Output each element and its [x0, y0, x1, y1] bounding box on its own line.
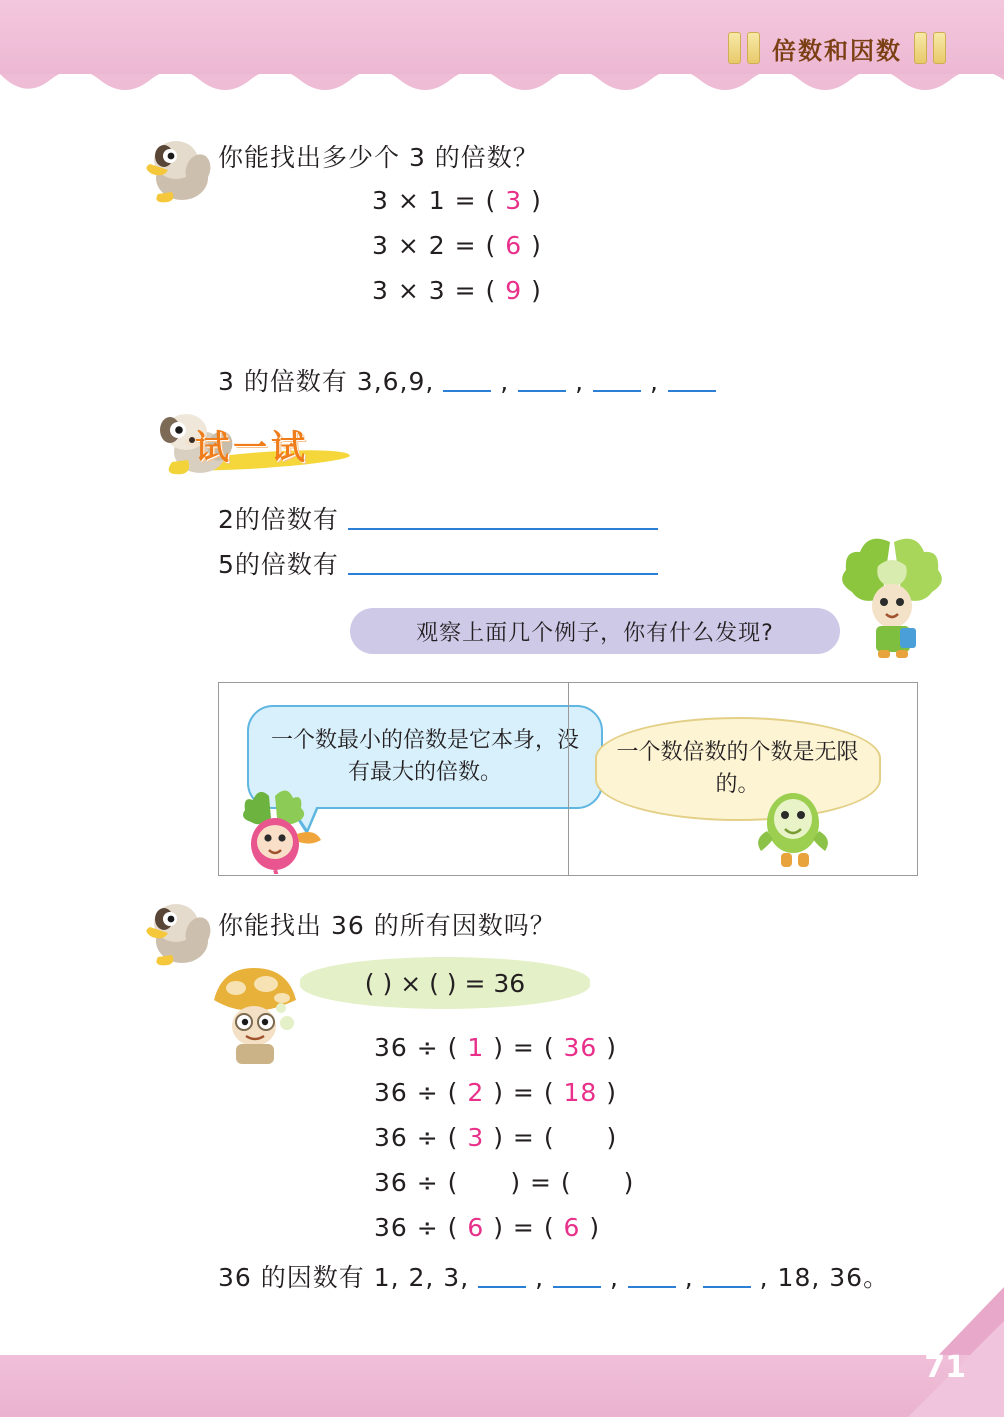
page-number: 71 — [924, 1350, 966, 1385]
cloud-expression-text: ( ) × ( ) = 36 — [364, 968, 526, 998]
equation-quotient: 18 — [563, 1078, 598, 1107]
answer-blank[interactable] — [703, 1266, 751, 1288]
separator: , — [535, 1263, 545, 1292]
equation-mid: ) = ( — [493, 1033, 555, 1062]
conclusion-panel-right — [568, 683, 918, 875]
factor-cloud-expression — [300, 957, 590, 1009]
paren-open: ( — [485, 276, 497, 305]
equation-answer: 3 — [505, 186, 523, 215]
observation-prompt: 观察上面几个例子，你有什么发现? — [350, 608, 840, 654]
answer-blank[interactable] — [478, 1266, 526, 1288]
separator: , — [575, 367, 585, 396]
bottom-decorative-band — [0, 1355, 1004, 1417]
equation-left: 36 ÷ ( — [374, 1168, 459, 1197]
equation-row — [372, 186, 542, 215]
equation-row — [372, 231, 542, 260]
paren-open: ( — [485, 231, 497, 260]
paren-open: ( — [485, 186, 497, 215]
answer-blank[interactable] — [628, 1266, 676, 1288]
equation-mid: ) = ( — [493, 1078, 555, 1107]
factors-question: 你能找出 36 的所有因数吗？ — [218, 911, 556, 940]
factors-summary — [218, 1258, 889, 1294]
equation-left: 36 ÷ ( — [374, 1123, 459, 1152]
try-item-label: 5的倍数有 — [218, 550, 339, 579]
paren-close: ) — [623, 1168, 635, 1197]
equation-divisor: 6 — [467, 1213, 485, 1242]
conclusion-bubble-cream: 一个数倍数的个数是无限的。 — [595, 717, 881, 821]
multiples-summary — [218, 362, 716, 398]
cabbage-character-icon — [838, 536, 948, 661]
equation-left: 36 ÷ ( — [374, 1213, 459, 1242]
conclusion-panel-left — [219, 683, 579, 875]
abacus-bead-icon — [747, 32, 760, 64]
equation-left: 36 ÷ ( — [374, 1078, 459, 1107]
try-heading: 试一试 — [195, 428, 309, 468]
equation-divisor: 1 — [467, 1033, 485, 1062]
equation-left: 3 × 2 = — [372, 231, 477, 260]
equation-answer: 9 — [505, 276, 523, 305]
paren-close: ) — [531, 231, 542, 260]
paren-close: ) — [531, 186, 542, 215]
multiples-summary-prefix: 3 的倍数有 3,6,9, — [218, 367, 435, 396]
equation-mid: ) = ( — [510, 1168, 572, 1197]
answer-blank[interactable] — [518, 370, 566, 392]
separator: , — [609, 1263, 619, 1292]
equation-row — [372, 276, 542, 305]
multiples-question: 你能找出多少个 3 的倍数？ — [218, 143, 539, 172]
pea-character-icon — [749, 779, 841, 873]
equation-mid: ) = ( — [493, 1213, 555, 1242]
answer-blank[interactable] — [443, 370, 491, 392]
paren-close: ) — [606, 1033, 618, 1062]
chapter-title: 倍数和因数 — [772, 35, 902, 65]
answer-blank[interactable] — [348, 508, 658, 530]
equation-answer: 6 — [505, 231, 523, 260]
equation-left: 36 ÷ ( — [374, 1033, 459, 1062]
try-item — [218, 545, 658, 581]
try-item — [218, 500, 658, 536]
equation-left: 3 × 1 = — [372, 186, 477, 215]
thought-dots — [276, 1000, 294, 1033]
factor-equation-row — [374, 1078, 617, 1107]
answer-blank[interactable] — [593, 370, 641, 392]
separator: , — [649, 367, 659, 396]
abacus-bead-icon — [914, 32, 927, 64]
equation-mid: ) = ( — [493, 1123, 555, 1152]
thought-dot — [276, 1003, 286, 1013]
paren-close: ) — [589, 1213, 601, 1242]
paren-close: ) — [606, 1078, 618, 1107]
answer-blank[interactable] — [553, 1266, 601, 1288]
answer-blank[interactable] — [668, 370, 716, 392]
equation-quotient: 6 — [563, 1213, 581, 1242]
chapter-title-group — [728, 28, 946, 68]
conclusion-bubble-blue: 一个数最小的倍数是它本身，没有最大的倍数。 — [247, 705, 603, 809]
equation-divisor: 2 — [467, 1078, 485, 1107]
paren-close: ) — [531, 276, 542, 305]
factor-equation-row — [374, 1123, 617, 1152]
abacus-bead-icon — [933, 32, 946, 64]
radish-character-icon — [239, 788, 329, 874]
factor-equation-row — [374, 1033, 617, 1062]
equation-divisor: 3 — [467, 1123, 485, 1152]
separator: , — [684, 1263, 694, 1292]
factor-equation-row — [374, 1168, 634, 1197]
abacus-bead-icon — [728, 32, 741, 64]
answer-blank[interactable] — [348, 553, 658, 575]
band-scallop-edge — [0, 74, 1004, 104]
paren-close: ) — [606, 1123, 618, 1152]
thought-dot — [280, 1016, 294, 1030]
factors-summary-suffix: , 18, 36。 — [759, 1263, 890, 1292]
equation-quotient: 36 — [563, 1033, 598, 1062]
factor-equation-row — [374, 1213, 600, 1242]
equation-left: 3 × 3 = — [372, 276, 477, 305]
try-item-label: 2的倍数有 — [218, 505, 339, 534]
conclusions-panel — [218, 682, 918, 876]
duck-mascot-icon — [142, 130, 220, 210]
factors-summary-prefix: 36 的因数有 1, 2, 3, — [218, 1263, 470, 1292]
separator: , — [500, 367, 510, 396]
